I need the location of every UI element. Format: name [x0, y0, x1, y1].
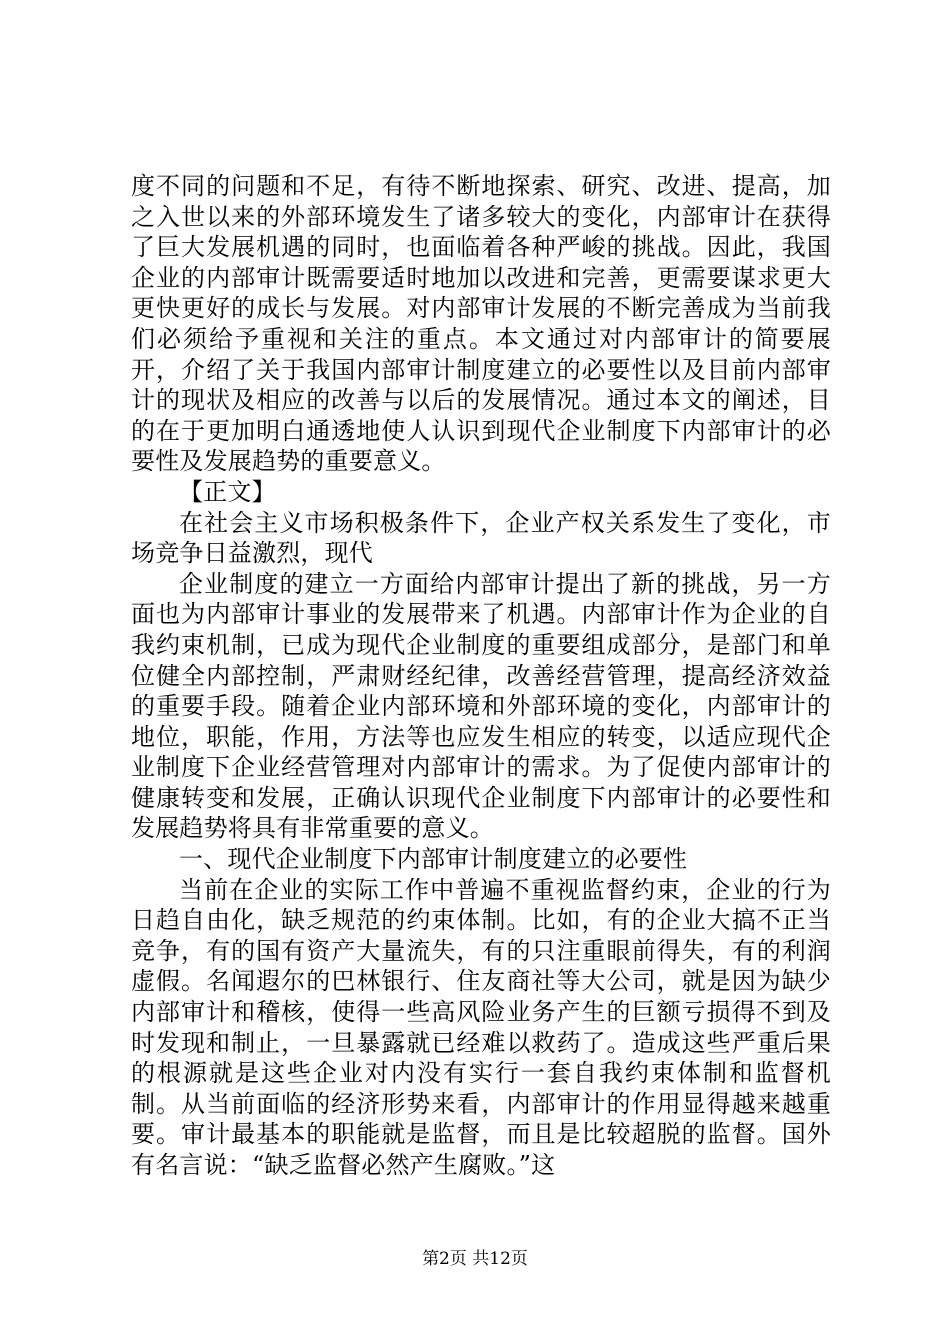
body-text: [131, 171, 831, 1181]
page-number-label: 第2页 共12页: [422, 1249, 528, 1269]
paragraph-continued: 度不同的问题和不足，有待不断地探索、研究、改进、提高，加之入世以来的外部环境发生了诸多较大的变化，内部审计在获得了巨大发展机遇的同时，也面临着各种严峻的挑战。因此，我国企业的内部审计既需要适时地加以改进和完善，更需要谋求更大更快更好的成长与发展。对内部审计发展的不断完善成为当前我们必须给予重视和关注的重点。本文通过对内部审计的简要展开，介绍了关于我国内部审计制度建立的必要性以及目前内部审计的现状及相应的改善与以后的发展情况。通过本文的阐述，目的在于更加明白通透地使人认识到现代企业制度下内部审计的必要性及发展趋势的重要意义。: [131, 172, 831, 476]
page-footer: [0, 1244, 950, 1269]
section-1-heading: 一、现代企业制度下内部审计制度建立的必要性: [179, 845, 688, 874]
paragraph-3: 当前在企业的实际工作中普遍不重视监督约束，企业的行为日趋自由化，缺乏规范的约束体制。比如，有的企业大搞不正当竞争，有的国有资产大量流失，有的只注重眼前得失，有的利润虚假。名闻遐尔的巴林银行、住友商社等大公司，就是因为缺少内部审计和稽核，使得一些高风险业务产生的巨额亏损得不到及时发现和制止，一旦暴露就已经难以救药了。造成这些严重后果的根源就是这些企业对内没有实行一套自我约束体制和监督机制。从当前面临的经济形势来看，内部审计的作用显得越来越重要。审计最基本的职能就是监督，而且是比较超脱的监督。国外有名言说：“缺乏监督必然产生腐败。”这: [131, 875, 831, 1179]
heading-main-text: 【正文】: [179, 477, 276, 506]
paragraph-1: 在社会主义市场积极条件下，企业产权关系发生了变化，市场竞争日益激烈，现代: [131, 508, 831, 568]
paragraph-2: 企业制度的建立一方面给内部审计提出了新的挑战，另一方面也为内部审计事业的发展带来了机遇。内部审计作为企业的自我约束机制，已成为现代企业制度的重要组成部分，是部门和单位健全内部控制，严肃财经纪律，改善经营管理，提高经济效益的重要手段。随着企业内部环境和外部环境的变化，内部审计的地位，职能，作用，方法等也应发生相应的转变，以适应现代企业制度下企业经营管理对内部审计的需求。为了促使内部审计的健康转变和发展，正确认识现代企业制度下内部审计的必要性和发展趋势将具有非常重要的意义。: [131, 569, 831, 843]
